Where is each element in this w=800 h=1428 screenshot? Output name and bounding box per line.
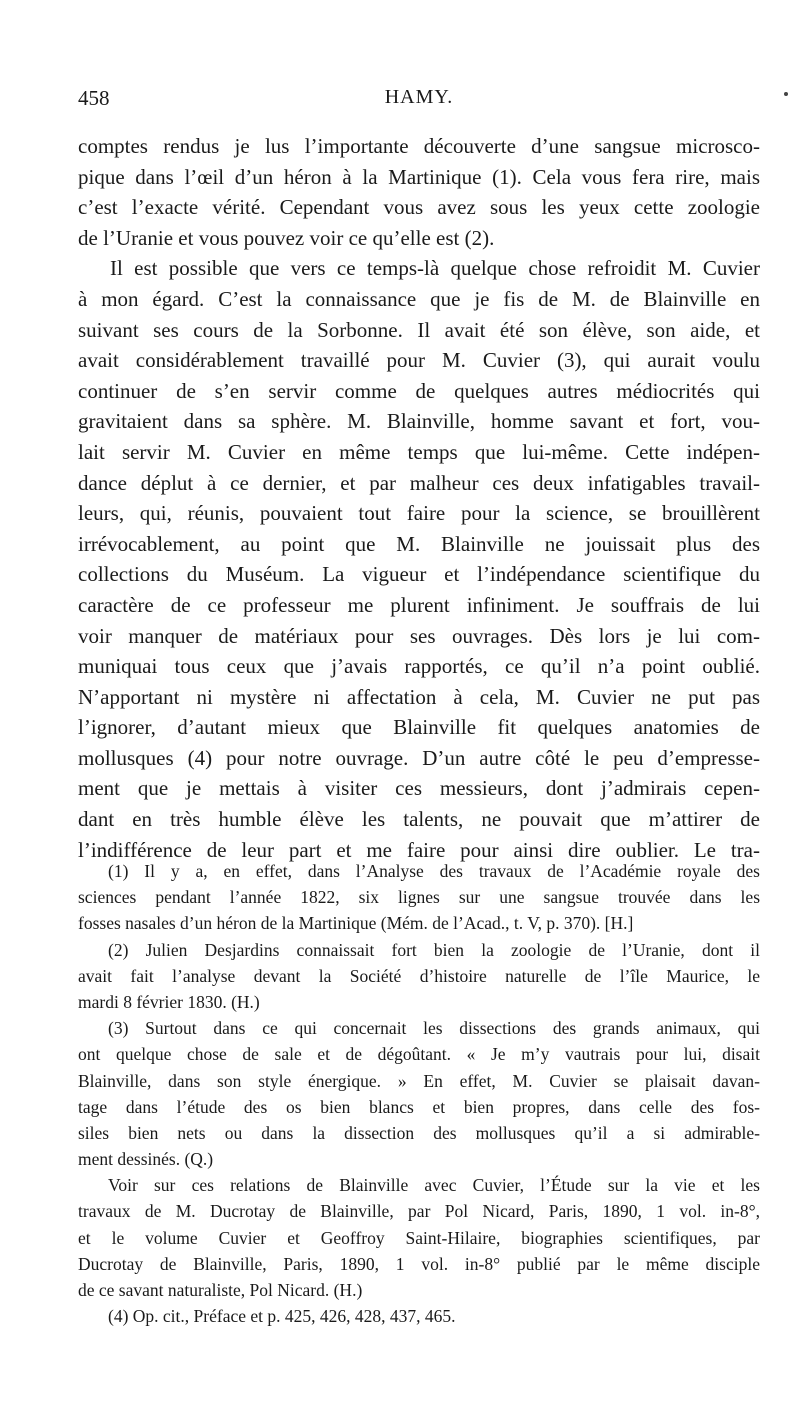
- text-line: dance déplut à ce dernier, et par malheur ces deux infatigables travail-: [78, 470, 760, 495]
- text-line: à mon égard. C’est la connaissance que je fis de M. de Blainville en: [78, 286, 760, 311]
- page-number: 458: [78, 86, 110, 110]
- text-line: voir manquer de matériaux pour ses ouvrages. Dès lors je lui com-: [78, 623, 760, 648]
- footnote-line: ont quelque chose de sale et de dégoûtant. « Je m’y vautrais pour lui, disait: [78, 1044, 760, 1065]
- text-line: caractère de ce professeur me plurent infiniment. Je souffrais de lui: [78, 592, 760, 617]
- text-line: l’indifférence de leur part et me faire pour ainsi dire oublier. Le tra-: [78, 837, 760, 862]
- footnote-line: fosses nasales d’un héron de la Martinique (Mém. de l’Acad., t. V, p. 370). [H.]: [78, 913, 634, 934]
- text-line: N’apportant ni mystère ni affectation à cela, M. Cuvier ne put pas: [78, 684, 760, 709]
- footnote-line: siles bien nets ou dans la dissection des mollusques qu’il a si admirable-: [78, 1122, 760, 1143]
- footnote-line: (1) Il y a, en effet, dans l’Analyse des travaux de l’Académie royale des: [108, 861, 760, 881]
- text-line: leurs, qui, réunis, pouvaient tout faire pour la science, se brouillèrent: [78, 501, 760, 526]
- footnote-line: (3) Surtout dans ce qui concernait les dissections des grands animaux, qui: [108, 1018, 760, 1039]
- text-line: l’ignorer, d’autant mieux que Blainville fit quelques anatomies de: [78, 715, 760, 740]
- text-line: muniquai tous ceux que j’avais rapportés, ce qu’il n’a point oublié.: [78, 654, 760, 679]
- page-header: [78, 86, 760, 116]
- text-line: mollusques (4) pour notre ouvrage. D’un autre côté le peu d’empresse-: [78, 745, 760, 770]
- text-line: suivant ses cours de la Sorbonne. Il avait été son élève, son aide, et: [78, 317, 760, 342]
- text-line: c’est l’exacte vérité. Cependant vous avez sous les yeux cette zoologie: [78, 195, 760, 220]
- ink-speck: [784, 92, 788, 96]
- footnote-line: mardi 8 février 1830. (H.): [78, 991, 260, 1012]
- text-line: de l’Uranie et vous pouvez voir ce qu’elle est (2).: [78, 225, 495, 250]
- footnote-line: Ducrotay de Blainville, Paris, 1890, 1 vol. in-8° publié par le même disciple: [78, 1253, 760, 1274]
- footnote-line: avait fait l’analyse devant la Société d’histoire naturelle de l’île Maurice, le: [78, 965, 760, 986]
- main-text: [78, 131, 760, 865]
- text-line: lait servir M. Cuvier en même temps que lui-même. Cette indépen-: [78, 439, 760, 464]
- footnote-line: sciences pendant l’année 1822, six lignes sur une sangsue trouvée dans les: [78, 887, 760, 908]
- text-line: Il est possible que vers ce temps-là quelque chose refroidit M. Cuvier: [110, 256, 760, 281]
- running-head: HAMY.: [384, 86, 454, 108]
- text-line: avait considérablement travaillé pour M. Cuvier (3), qui aurait voulu: [78, 348, 760, 373]
- text-line: irrévocablement, au point que M. Blainville ne jouissait plus des: [78, 531, 760, 556]
- text-line: ment que je mettais à visiter ces messieurs, dont j’admirais cepen-: [78, 776, 760, 801]
- text-line: gravitaient dans sa sphère. M. Blainville, homme savant et fort, vou-: [78, 409, 760, 434]
- text-line: continuer de s’en servir comme de quelques autres médiocrités qui: [78, 378, 760, 403]
- text-line: comptes rendus je lus l’importante découverte d’une sangsue microsco-: [78, 134, 760, 158]
- footnotes: [78, 858, 760, 1329]
- footnote-line: et le volume Cuvier et Geoffroy Saint-Hilaire, biographies scientifiques, par: [78, 1227, 760, 1248]
- footnote-line: (2) Julien Desjardins connaissait fort bien la zoologie de l’Uranie, dont il: [108, 939, 760, 960]
- footnote-line: travaux de M. Ducrotay de Blainville, par Pol Nicard, Paris, 1890, 1 vol. in-8°,: [78, 1201, 760, 1222]
- footnote-line: de ce savant naturaliste, Pol Nicard. (H.): [78, 1280, 363, 1300]
- footnote-line: Voir sur ces relations de Blainville avec Cuvier, l’Étude sur la vie et les: [108, 1175, 760, 1196]
- footnote-line: Blainville, dans son style énergique. » En effet, M. Cuvier se plaisait davan-: [78, 1070, 760, 1091]
- text-line: collections du Muséum. La vigueur et l’indépendance scientifique du: [78, 562, 760, 587]
- footnote-line: (4) Op. cit., Préface et p. 425, 426, 428, 437, 465.: [108, 1306, 456, 1327]
- footnote-line: ment dessinés. (Q.): [78, 1149, 214, 1170]
- text-line: dant en très humble élève les talents, ne pouvait que m’attirer de: [78, 807, 760, 832]
- text-line: pique dans l’œil d’un héron à la Martinique (1). Cela vous fera rire, mais: [78, 164, 760, 189]
- footnote-line: tage dans l’étude des os bien blancs et bien propres, dans celle des fos-: [78, 1096, 760, 1117]
